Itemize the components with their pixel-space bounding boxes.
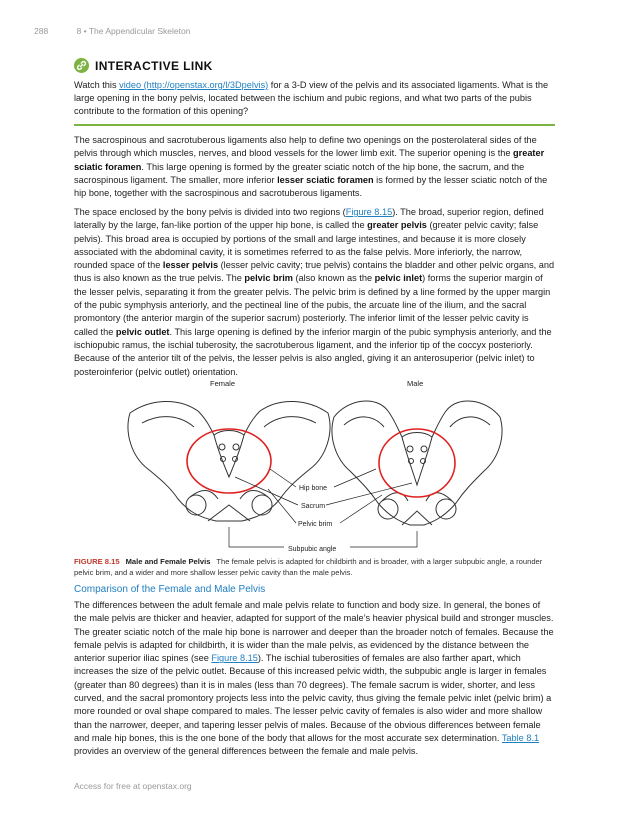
paragraph-sciatic-foramina (74, 134, 555, 200)
text-span: ) forms the superior margin of the lesser pelvis, separating it from the greater pelvis. The pelvic brim is defined by a line formed by the upper margin of the pubic symphysis anteriorly, and the pectineal line of the pubis, the arcuate line of the ilium, and the sacral promontory (the anterior margin of the superior sacrum) posteriorly. The inferior limit of the lesser pelvic cavity is called the (74, 273, 551, 337)
pelvis-illustration (120, 377, 510, 555)
figure-link[interactable]: Figure 8.15 (345, 207, 393, 217)
sacrum-label: Sacrum (301, 503, 326, 510)
pelvic-brim-label: Pelvic brim (298, 521, 333, 528)
paragraph-pelvic-regions (74, 206, 555, 379)
figure-caption-text: The female pelvis is adapted for childbirth and is broader, with a larger subpubic angle, a rounder pelvic brim, and a wider and more shallow lesser pelvic cavity than the male pelvis. (74, 557, 543, 577)
figure-caption (74, 557, 555, 578)
female-label: Female (210, 379, 236, 388)
interactive-link-heading: INTERACTIVE LINK (95, 58, 213, 73)
hip-bone-label: Hip bone (299, 485, 328, 492)
male-label: Male (407, 379, 424, 388)
figure-title: Male and Female Pelvis (125, 557, 211, 566)
subpubic-angle-label: Subpubic angle (288, 546, 337, 553)
text-span: ). The ischial tuberosities of females are also farther apart, which increases the size of the pelvic outlet. Because of this increased pelvic width, the subpubic angle is larger in females (greater than 80 degrees) than it is in males (less than 70 degrees). The female sacrum is wider, shorter, and less curved, and the sacral promontory projects less into the pelvic cavity, thus giving the female pelvic inlet (pelvic brim) a more rounded or oval shape compared to males. The lesser pelvic cavity of females is also wider and more shallow than the narrower, deeper, and tapering lesser pelvis of males. Because of the obvious differences between female and male hip bones, this is the one bone of the body that allows for the most accurate sex determination. (74, 653, 552, 743)
chapter-title: 8 • The Appendicular Skeleton (76, 26, 191, 36)
text-span: ). The broad, superior region, defined laterally by the large, fan-like portion of the upper hip bone, is called the (74, 207, 544, 231)
link-icon (74, 58, 89, 73)
interactive-link-text (74, 79, 554, 118)
term-greater-pelvis: greater pelvis (367, 220, 427, 231)
interactive-link-title (74, 58, 554, 73)
term-pelvic-brim: pelvic brim (244, 273, 293, 284)
text-span: provides an overview of the general differences between the female and male pelvis. (74, 746, 419, 757)
chain-link-icon (76, 60, 87, 71)
term-pelvic-outlet: pelvic outlet (115, 326, 170, 337)
text-span: (greater pelvic cavity; false pelvis). This broad area is occupied by portions of the small and large intestines, and because it is more closely associated with the abdominal cavity, it is sometimes referred to as the false pelvis. More inferiorly, the narrow, rounded space of the (74, 220, 539, 271)
text-span: (also known as the (292, 273, 375, 284)
term-greater-sciatic-foramen: greater sciatic foramen (74, 148, 545, 172)
male-pelvic-brim-outline (379, 429, 455, 497)
pelvis-figure (120, 377, 510, 555)
male-pelvis (332, 401, 502, 525)
page-number: 288 (34, 26, 49, 36)
text-span: Watch this (74, 80, 120, 90)
term-pelvic-inlet: pelvic inlet (374, 273, 423, 284)
text-span: is formed by the lesser sciatic notch of the hip bone, together with the sacrospinous and sacrotuberous ligaments. (74, 174, 548, 199)
section-heading: Comparison of the Female and Male Pelvis (74, 584, 266, 595)
text-span: The space enclosed by the bony pelvis is divided into two regions ( (74, 207, 346, 217)
text-span: for a 3-D view of the pelvis and its associated ligaments. What is the large opening in the bony pelvis, located between the ischium and pubic regions, and what two parts of the pubis contribute to the formation of this opening? (74, 80, 549, 116)
female-pelvis (128, 401, 330, 521)
term-lesser-sciatic-foramen: lesser sciatic foramen (277, 174, 374, 185)
figure-link[interactable]: Figure 8.15 (211, 653, 258, 664)
text-span: The differences between the adult female and male pelvis relate to function and body size. In general, the bones of the male pelvis are thicker and heavier, adapted for support of the male’s heavier physical build and stronger muscles. The greater sciatic notch of the male hip bone is narrower and deeper than the broader notch of females. Because the female pelvis is adapted for childbirth, it is wider than the male pelvis, as evidenced by the distance between the anterior superior iliac spines (see (74, 600, 554, 664)
text-span: The sacrospinous and sacrotuberous ligaments also help to define two openings on the posterolateral sides of the pelvis through which muscles, nerves, and blood vessels for the lower limb exit. The superior opening is the (74, 135, 537, 159)
page-header (34, 26, 190, 36)
text-span: . This large opening is formed by the greater sciatic notch of the hip bone, the sacrum, and the sacrospinous ligament. The smaller, more inferior (74, 161, 525, 185)
term-lesser-pelvis: lesser pelvis (162, 260, 219, 271)
female-pelvic-brim-outline (187, 429, 271, 493)
text-span: . This large opening is defined by the inferior margin of the pubic symphysis anteriorly, and the ischiopubic ramus, the ischial tuberosity, the sacrotuberous ligament, and the inferior tip of the coccyx posteriorly. Because of the anterior tilt of the pelvis, the lesser pelvis is also angled, giving it an anterosuperior (pelvic inlet) to posteroinferior (pelvic outlet) orientation. (74, 326, 552, 377)
table-link[interactable]: Table 8.1 (501, 732, 540, 743)
page-footer: Access for free at openstax.org (74, 781, 192, 791)
figure-number: FIGURE 8.15 (74, 557, 120, 566)
interactive-link-box (74, 58, 554, 118)
text-span: (lesser pelvic cavity; true pelvis) contains the bladder and other pelvic organs, and thus is also known as the true pelvis. The (74, 260, 555, 284)
interactive-link-divider (74, 124, 555, 126)
paragraph-pelvis-comparison (74, 599, 555, 759)
video-link[interactable]: video (http://openstax.org/l/3Dpelvis) (119, 80, 269, 90)
